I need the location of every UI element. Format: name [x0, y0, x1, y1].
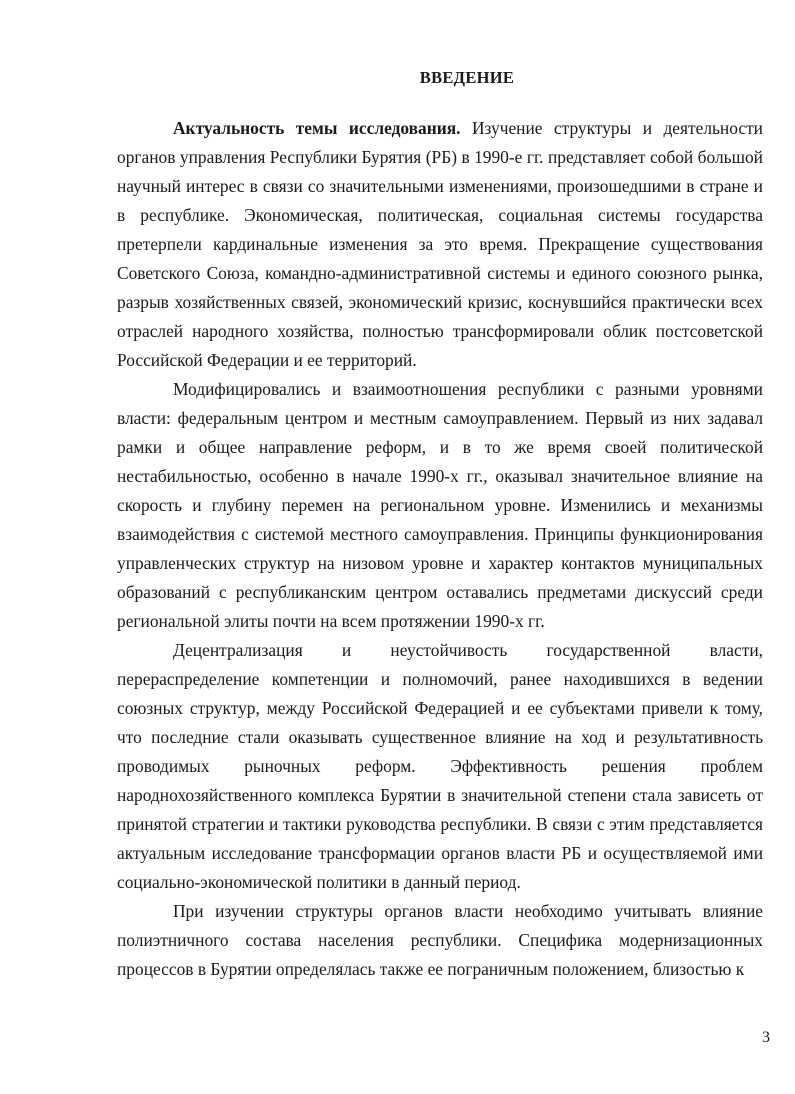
paragraph-1 [117, 114, 763, 375]
paragraph-2: Модифицировались и взаимоотношения республики с разными уровнями власти: федеральным центром и местным самоуправлением. Первый из них задавал рамки и общее направление реформ, и в то же время своей политической нестабильностью, особенно в начале 1990-х гг., оказывал значительное влияние на скорость и глубину перемен на региональном уровне. Изменились и механизмы взаимодействия с системой местного самоуправления. Принципы функционирования управленческих структур на низовом уровне и характер контактов муниципальных образований с республиканским центром оставались предметами дискуссий среди региональной элиты почти на всем протяжении 1990-х гг. [117, 379, 763, 631]
page-number: 3 [762, 1029, 770, 1046]
paragraph-4: При изучении структуры органов власти необходимо учитывать влияние полиэтничного состава населения республики. Специфика модернизационных процессов в Бурятии определялась также ее пограничным положением, близостью к [117, 901, 763, 979]
paragraph-text: Изучение структуры и деятельности органов управления Республики Бурятия (РБ) в 1990-е гг. представляет собой большой научный интерес в связи со значительными изменениями, произошедшими в стране и в республике. Экономическая, политическая, социальная системы государства претерпели кардинальные изменения за это время. Прекращение существования Советского Союза, командно-административной системы и единого союзного рынка, разрыв хозяйственных связей, экономический кризис, коснувшийся практически всех отраслей народного хозяйства, полностью трансформировали облик постсоветской Российской Федерации и ее территорий. [117, 118, 763, 370]
paragraph-3: Децентрализация и неустойчивость государственной власти, перераспределение компетенции и полномочий, ранее находившихся в ведении союзных структур, между Российской Федерацией и ее субъектами привели к тому, что последние стали оказывать существенное влияние на ход и результативность проводимых рыночных реформ. Эффективность решения проблем народнохозяйственного комплекса Бурятии в значительной степени стала зависеть от принятой стратегии и тактики руководства республики. В связи с этим представляется актуальным исследование трансформации органов власти РБ и осуществляемой ими социально-экономической политики в данный период. [117, 640, 763, 892]
page-title: ВВЕДЕНИЕ [419, 68, 515, 87]
paragraph-lead: Актуальность темы исследования. [173, 118, 461, 138]
body-text [117, 114, 763, 984]
